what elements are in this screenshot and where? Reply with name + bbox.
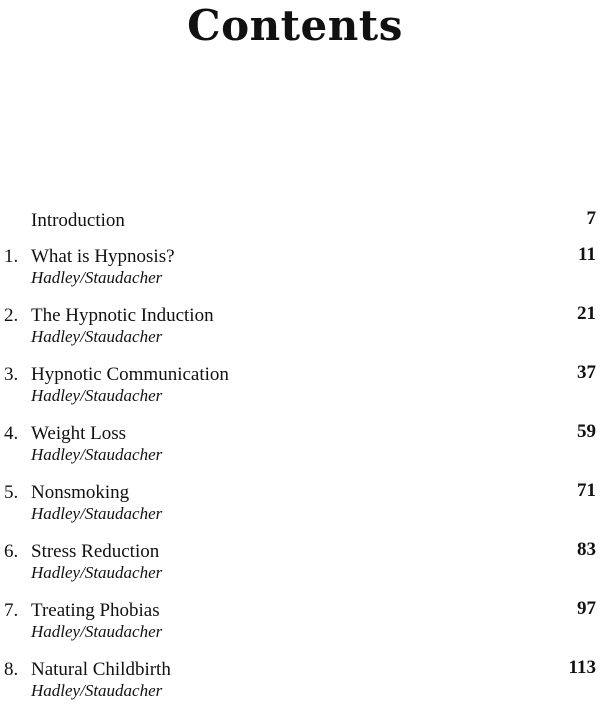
- entry-title: Natural Childbirth: [31, 659, 171, 680]
- entry-author: Hadley/Staudacher: [31, 268, 163, 287]
- entry-title: Stress Reduction: [31, 541, 160, 562]
- entry-title: Weight Loss: [31, 423, 127, 444]
- entry-number: 4.: [4, 423, 19, 444]
- entry-author: Hadley/Staudacher: [31, 563, 163, 582]
- entry-page-number: 11: [578, 244, 596, 265]
- entry-title: Hypnotic Communication: [31, 364, 229, 385]
- page-title: Contents: [187, 1, 403, 50]
- entry-title: Introduction: [31, 210, 125, 231]
- entry-number: 1.: [4, 246, 19, 267]
- entry-author: Hadley/Staudacher: [31, 386, 163, 405]
- entry-number: 5.: [4, 482, 19, 503]
- entry-page-number: 83: [577, 539, 596, 560]
- entry-author: Hadley/Staudacher: [31, 445, 163, 464]
- entry-author: Hadley/Staudacher: [31, 622, 163, 641]
- entry-number: 3.: [4, 364, 19, 385]
- entry-page-number: 37: [577, 362, 596, 383]
- entry-page-number: 113: [568, 657, 596, 678]
- entry-number: 8.: [4, 659, 19, 680]
- entry-title: Treating Phobias: [31, 600, 160, 621]
- entry-number: 6.: [4, 541, 19, 562]
- entry-author: Hadley/Staudacher: [31, 327, 163, 346]
- entry-page-number: 71: [577, 480, 596, 501]
- entry-author: Hadley/Staudacher: [31, 681, 163, 700]
- entry-title: Nonsmoking: [31, 482, 130, 503]
- entry-page-number: 7: [586, 208, 596, 229]
- entry-page-number: 59: [577, 421, 596, 442]
- entry-author: Hadley/Staudacher: [31, 504, 163, 523]
- entry-page-number: 21: [577, 303, 596, 324]
- entry-title: The Hypnotic Induction: [31, 305, 214, 326]
- entry-page-number: 97: [577, 598, 596, 619]
- entry-number: 7.: [4, 600, 19, 621]
- entry-title: What is Hypnosis?: [31, 246, 175, 267]
- entry-number: 2.: [4, 305, 19, 326]
